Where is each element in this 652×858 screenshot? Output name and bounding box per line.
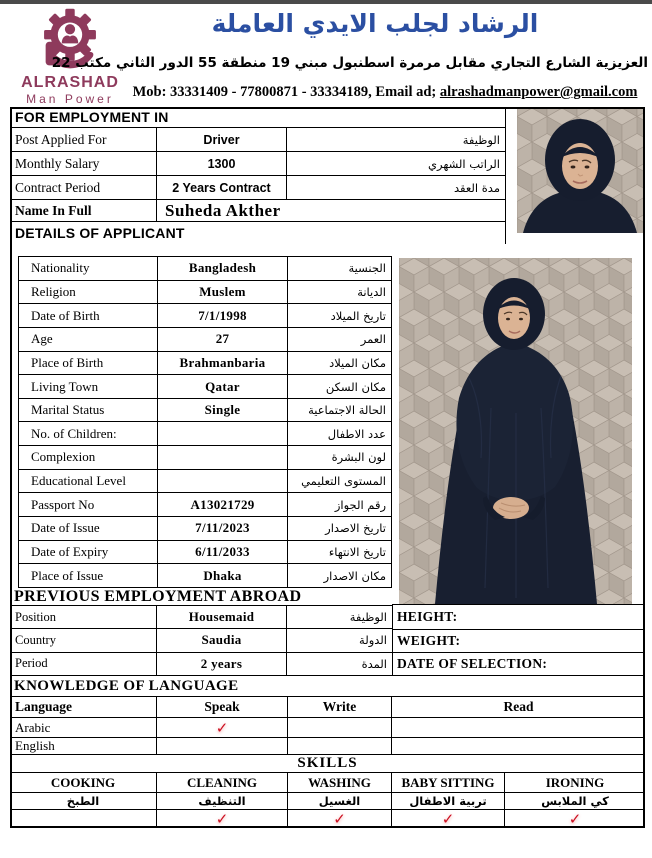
employment-row-contract [10, 176, 505, 200]
skill-header-arabic: الطبخ [10, 793, 157, 809]
field-value: 6/11/2033 [158, 541, 288, 564]
field-value: 2 Years Contract [157, 176, 287, 199]
field-label-arabic: مكان الاصدار [323, 568, 386, 583]
field-value: Qatar [158, 375, 288, 398]
skills-table [10, 773, 645, 828]
field-value [158, 422, 288, 445]
employment-row-salary [10, 152, 505, 176]
field-label: Place of Birth [19, 352, 158, 375]
column-header: Read [503, 699, 534, 714]
field-value: Muslem [158, 281, 288, 304]
skill-header: COOKING [10, 773, 157, 792]
skill-header-arabic: تربية الاطفال [392, 793, 505, 809]
field-label-arabic: الراتب الشهري [428, 156, 500, 171]
field-label: Monthly Salary [10, 152, 157, 175]
language-section-title: KNOWLEDGE OF LANGUAGE [10, 675, 645, 697]
field-value: 7/11/2023 [158, 517, 288, 540]
field-label-arabic: المدة [361, 656, 387, 671]
skill-header: CLEANING [157, 773, 288, 792]
table-row [19, 564, 391, 587]
field-label: Period [10, 653, 157, 675]
field-label: Country [10, 629, 157, 651]
field-label-arabic: العمر [360, 332, 386, 347]
applicant-headshot-photo [517, 108, 643, 233]
skill-header: BABY SITTING [392, 773, 505, 792]
field-label: Date of Expiry [19, 541, 158, 564]
logo-subtitle: Man Power [26, 92, 114, 106]
field-value: 2 years [157, 653, 287, 675]
table-row [19, 352, 391, 376]
field-label-arabic: الديانة [357, 284, 386, 299]
column-header: Speak [157, 697, 288, 717]
table-row [19, 281, 391, 305]
field-value: 7/1/1998 [158, 304, 288, 327]
employment-row-post [10, 128, 505, 152]
column-header: Language [10, 697, 157, 717]
table-row [19, 375, 391, 399]
field-value: Brahmanbaria [158, 352, 288, 375]
field-value: Driver [157, 128, 287, 151]
field-label-arabic: الدولة [359, 633, 387, 648]
language-name: Arabic [10, 718, 157, 737]
table-row [19, 517, 391, 541]
field-label: Date of Issue [19, 517, 158, 540]
field-label-arabic: تاريخ الميلاد [330, 308, 386, 323]
employment-section [10, 107, 505, 244]
field-label: Place of Issue [19, 564, 158, 587]
table-row [19, 304, 391, 328]
field-label: No. of Children: [19, 422, 158, 445]
employment-section-title: FOR EMPLOYMENT IN [10, 107, 505, 128]
field-value: A13021729 [158, 493, 288, 516]
field-label: Nationality [19, 257, 158, 280]
previous-employment-title: PREVIOUS EMPLOYMENT ABROAD [10, 588, 392, 606]
table-row [19, 399, 391, 423]
speak-checkmark: ✓ [157, 718, 288, 737]
details-table [18, 256, 392, 588]
language-row-arabic [10, 718, 645, 738]
skill-checkmark: ✓ [288, 810, 392, 828]
company-title-arabic: الرشاد لجلب الايدي العاملة [211, 9, 539, 38]
field-value: Dhaka [158, 564, 288, 587]
field-value: Housemaid [157, 606, 287, 628]
table-row [19, 422, 391, 446]
table-row [19, 328, 391, 352]
skills-check-row [10, 810, 645, 828]
height-label: HEIGHT: [393, 605, 645, 630]
field-label-arabic: مكان الميلاد [329, 355, 386, 370]
table-row [19, 470, 391, 494]
skills-arabic-row [10, 793, 645, 810]
name-row [10, 200, 505, 222]
table-row [19, 493, 391, 517]
previous-employment-table [10, 606, 392, 675]
language-header-row [10, 697, 645, 718]
phone-numbers: Mob: 33331409 - 77800871 - 33334189, Email ad; [132, 84, 440, 100]
field-label-arabic: تاريخ الانتهاء [328, 545, 386, 559]
field-label: Complexion [19, 446, 158, 469]
field-value [158, 446, 288, 469]
contact-line [122, 84, 648, 101]
field-label: Religion [19, 281, 158, 304]
skill-checkmark: ✓ [157, 810, 288, 828]
field-label: Marital Status [19, 399, 158, 422]
read-checkmark [392, 738, 645, 754]
field-value [158, 470, 288, 493]
applicant-fulllength-photo [399, 258, 632, 604]
physical-measurements [392, 604, 645, 675]
field-label: Educational Level [19, 470, 158, 493]
skill-checkmark [10, 810, 157, 828]
company-address-arabic: العزيزية الشارع التجاري مقابل مرمرة اسطنبول مبني 19 منطقة 55 الدور الثاني مكتب 22 [51, 55, 648, 71]
field-value: 1300 [157, 152, 287, 175]
language-table [10, 697, 645, 755]
field-label-arabic: مدة العقد [454, 180, 500, 195]
field-label-arabic: المستوى التعليمي [301, 474, 386, 489]
table-row [19, 257, 391, 281]
table-row [19, 446, 391, 470]
table-row [10, 629, 392, 652]
field-label: Age [19, 328, 158, 351]
field-value: Saudia [157, 629, 287, 651]
speak-checkmark [157, 738, 288, 754]
field-label-arabic: تاريخ الاصدار [325, 521, 386, 536]
field-label: Position [10, 606, 157, 628]
field-label: Date of Birth [19, 304, 158, 327]
field-label-arabic: عدد الاطفال [327, 426, 386, 441]
skill-header: IRONING [545, 774, 605, 790]
field-label: Post Applied For [10, 128, 157, 151]
selection-date-label: DATE OF SELECTION: [397, 656, 548, 672]
skill-header-arabic: الغسيل [288, 793, 392, 809]
skill-header-arabic: التنظيف [157, 793, 288, 809]
language-row-english [10, 738, 645, 755]
details-section-title: DETAILS OF APPLICANT [15, 225, 185, 241]
language-name: English [10, 738, 157, 754]
field-label-arabic: الوظيفة [349, 610, 387, 625]
skill-checkmark: ✓ [392, 810, 505, 828]
name-label: Name In Full [10, 200, 157, 221]
field-label: Passport No [19, 493, 158, 516]
write-checkmark [288, 718, 392, 737]
field-label-arabic: مكان السكن [325, 379, 386, 394]
read-checkmark [392, 718, 645, 737]
column-header: Write [288, 697, 392, 717]
logo-wordmark: ALRASHAD [21, 74, 119, 91]
table-row [19, 541, 391, 565]
write-checkmark [288, 738, 392, 754]
email-address[interactable]: alrashadmanpower@gmail.com [439, 84, 638, 100]
weight-label: WEIGHT: [393, 630, 645, 653]
field-label-arabic: لون البشرة [331, 450, 386, 465]
skill-header: WASHING [288, 773, 392, 792]
field-label-arabic: رقم الجواز [334, 497, 386, 512]
field-label: Contract Period [10, 176, 157, 199]
table-row [10, 653, 392, 675]
skills-section-title: SKILLS [10, 755, 645, 773]
skills-header-row [10, 773, 645, 793]
field-value: 27 [158, 328, 288, 351]
field-label-arabic: الحالة الاجتماعية [308, 403, 386, 418]
field-label: Living Town [19, 375, 158, 398]
field-value: Bangladesh [158, 257, 288, 280]
field-value: Single [158, 399, 288, 422]
field-label-arabic: الوظيفة [462, 132, 500, 147]
table-row [10, 606, 392, 629]
skill-checkmark: ✓ [568, 810, 582, 828]
field-label-arabic: الجنسية [348, 261, 386, 276]
skill-header-arabic: كي الملابس [541, 794, 609, 808]
applicant-name: Suheda Akther [165, 200, 281, 220]
